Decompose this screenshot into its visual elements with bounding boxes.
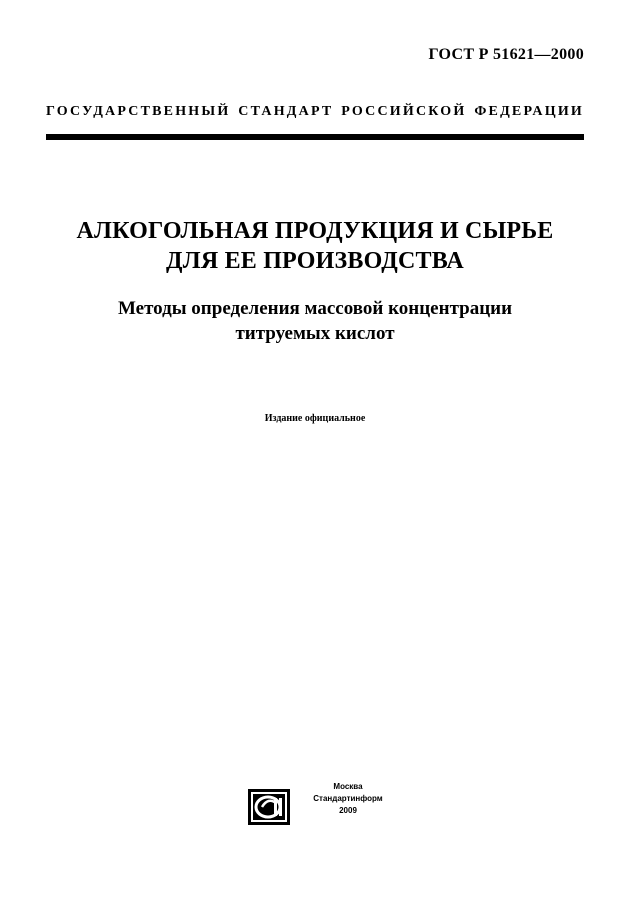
document-subtitle-line-1: Методы определения массовой концентрации: [117, 298, 513, 319]
standard-type-heading: ГОСУДАРСТВЕННЫЙ СТАНДАРТ РОССИЙСКОЙ ФЕДЕРАЦИИ: [46, 104, 584, 119]
document-number: ГОСТ Р 51621—2000: [428, 46, 584, 63]
header-divider: [46, 134, 584, 140]
publisher-name: Стандартинформ: [313, 794, 383, 803]
document-title-line-1: АЛКОГОЛЬНАЯ ПРОДУКЦИЯ И СЫРЬЕ: [76, 218, 554, 244]
standartinform-logo-icon: [248, 789, 290, 825]
publisher-city: Москва: [333, 782, 363, 791]
publisher-year: 2009: [339, 806, 357, 815]
edition-note: Издание официальное: [264, 413, 366, 424]
publisher-block: [244, 781, 404, 827]
document-title: [0, 216, 630, 276]
document-subtitle: [0, 296, 630, 346]
publisher-imprint: [298, 781, 398, 817]
document-title-line-2: ДЛЯ ЕЕ ПРОИЗВОДСТВА: [166, 248, 464, 274]
document-subtitle-line-2: титруемых кислот: [235, 323, 395, 344]
